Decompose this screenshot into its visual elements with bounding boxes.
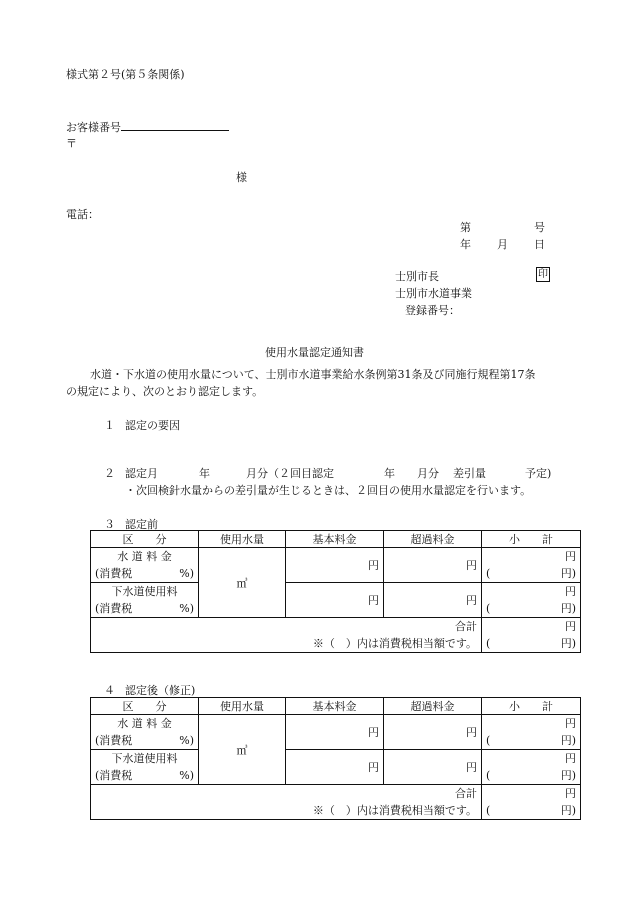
item4-number: ４ xyxy=(104,684,115,697)
paren-open: ( xyxy=(486,734,491,747)
sewer-subtotal-cell[interactable] xyxy=(482,583,581,618)
yen-close: 円) xyxy=(560,769,576,782)
yen-unit: 円 xyxy=(466,594,477,607)
item2-note: ・次回検針水量からの差引量が生じるときは、２回目の使用水量認定を行います。 xyxy=(125,484,532,497)
tax-pct: %) xyxy=(179,734,194,747)
yen-close: 円) xyxy=(560,637,576,650)
date-year: 年 xyxy=(460,238,471,251)
tax-rate xyxy=(95,767,194,784)
document-title: 使用水量認定通知書 xyxy=(265,346,364,359)
total-label: 合計 xyxy=(455,620,477,633)
date-day: 日 xyxy=(534,238,545,251)
yen-unit: 円 xyxy=(565,787,576,800)
total-label: 合計 xyxy=(455,787,477,800)
item1-number: １ xyxy=(104,419,115,432)
item2-diff: 差引量 xyxy=(453,467,486,480)
honorific: 様 xyxy=(236,171,247,184)
seal-icon: 印 xyxy=(538,269,548,280)
water-basic-fee-cell[interactable] xyxy=(286,715,384,750)
yen-close: 円) xyxy=(560,602,576,615)
paren-open: ( xyxy=(486,769,491,782)
seal-mark xyxy=(536,267,550,282)
water-basic-fee-cell[interactable] xyxy=(286,548,384,583)
item2-year: 年 xyxy=(199,467,210,480)
cubic-meter-unit: ㎥ xyxy=(236,743,248,757)
header-usage: 使用水量 xyxy=(199,531,286,548)
yen-unit: 円 xyxy=(565,550,576,563)
tax-amount xyxy=(486,732,576,749)
header-subtotal: 小 計 xyxy=(482,698,581,715)
item2-label: 認定月 xyxy=(125,467,158,480)
fee-table-before xyxy=(90,530,581,653)
tax-amount xyxy=(486,802,576,819)
tax-label: (消費税 xyxy=(95,567,133,580)
body-text-line2: の規定により、次のとおり認定します。 xyxy=(66,385,264,398)
water-fee-row-label xyxy=(91,548,199,583)
issuer-mayor: 士別市長 xyxy=(395,270,439,283)
water-fee-row-label xyxy=(91,715,199,750)
total-row-label xyxy=(91,785,482,820)
yen-unit: 円 xyxy=(565,620,576,633)
item2-plan: 予定) xyxy=(525,467,552,480)
yen-unit: 円 xyxy=(466,761,477,774)
fee-table-after xyxy=(90,697,581,820)
yen-close: 円) xyxy=(560,734,576,747)
yen-unit: 円 xyxy=(466,726,477,739)
tax-rate xyxy=(95,565,194,582)
issuer-business: 士別市水道事業 xyxy=(395,287,472,300)
yen-unit: 円 xyxy=(565,585,576,598)
tax-rate xyxy=(95,732,194,749)
total-row-label xyxy=(91,618,482,653)
total-cell[interactable] xyxy=(482,785,581,820)
header-subtotal: 小 計 xyxy=(482,531,581,548)
doc-no-dai: 第 xyxy=(460,221,471,234)
tax-pct: %) xyxy=(179,769,194,782)
water-excess-fee-cell[interactable] xyxy=(384,548,482,583)
paren-open: ( xyxy=(486,567,491,580)
item2-month2: 月分 xyxy=(417,467,439,480)
sewer-fee-row-label xyxy=(91,583,199,618)
header-usage: 使用水量 xyxy=(199,698,286,715)
water-subtotal-cell[interactable] xyxy=(482,548,581,583)
tax-amount xyxy=(486,767,576,784)
header-excess-fee: 超過料金 xyxy=(384,531,482,548)
date-month: 月 xyxy=(497,238,508,251)
water-fee-label: 水 道 料 金 xyxy=(117,550,172,563)
tax-rate xyxy=(95,600,194,617)
tax-pct: %) xyxy=(179,602,194,615)
registration-number: 登録番号： xyxy=(405,304,460,317)
sewer-basic-fee-cell[interactable] xyxy=(286,583,384,618)
header-excess-fee: 超過料金 xyxy=(384,698,482,715)
sewer-excess-fee-cell[interactable] xyxy=(384,750,482,785)
item4-label: 認定後（修正) xyxy=(125,684,196,697)
customer-number-field[interactable] xyxy=(121,119,229,131)
sewer-excess-fee-cell[interactable] xyxy=(384,583,482,618)
total-cell[interactable] xyxy=(482,618,581,653)
item2-month-part: 月分（２回目認定 xyxy=(246,467,334,480)
body-text-line1: 水道・下水道の使用水量について、士別市水道事業給水条例第31条及び同施行規程第17条 xyxy=(90,368,536,381)
tax-pct: %) xyxy=(179,567,194,580)
item1-label: 認定の要因 xyxy=(125,419,180,432)
sewer-fee-label: 下水道使用料 xyxy=(111,752,178,765)
paren-open: ( xyxy=(486,637,491,650)
water-fee-label: 水 道 料 金 xyxy=(117,717,172,730)
form-number: 様式第２号(第５条関係) xyxy=(66,68,185,81)
yen-unit: 円 xyxy=(368,761,379,774)
tax-amount xyxy=(486,635,576,652)
usage-volume-cell[interactable] xyxy=(199,715,286,785)
tax-amount xyxy=(486,600,576,617)
item3-number: ３ xyxy=(104,518,115,531)
sewer-basic-fee-cell[interactable] xyxy=(286,750,384,785)
yen-unit: 円 xyxy=(565,717,576,730)
header-basic-fee: 基本料金 xyxy=(286,698,384,715)
sewer-fee-row-label xyxy=(91,750,199,785)
cubic-meter-unit: ㎥ xyxy=(236,576,248,590)
yen-unit: 円 xyxy=(466,559,477,572)
yen-unit: 円 xyxy=(368,726,379,739)
yen-unit: 円 xyxy=(368,594,379,607)
water-excess-fee-cell[interactable] xyxy=(384,715,482,750)
yen-unit: 円 xyxy=(565,752,576,765)
yen-unit: 円 xyxy=(368,559,379,572)
customer-number-label: お客様番号 xyxy=(66,121,121,134)
item2-number: ２ xyxy=(104,467,115,480)
sewer-fee-label: 下水道使用料 xyxy=(111,585,178,598)
customer-number xyxy=(66,119,229,135)
postal-mark: 〒 xyxy=(66,137,77,150)
tax-label: (消費税 xyxy=(95,769,133,782)
yen-close: 円) xyxy=(560,804,576,817)
paren-open: ( xyxy=(486,804,491,817)
usage-volume-cell[interactable] xyxy=(199,548,286,618)
water-subtotal-cell[interactable] xyxy=(482,715,581,750)
tax-note: ※（ ）内は消費税相当額です。 xyxy=(312,804,477,817)
telephone-label: 電話： xyxy=(66,208,99,221)
tax-label: (消費税 xyxy=(95,602,133,615)
tax-note: ※（ ）内は消費税相当額です。 xyxy=(312,637,477,650)
tax-label: (消費税 xyxy=(95,734,133,747)
paren-open: ( xyxy=(486,602,491,615)
header-category: 区 分 xyxy=(91,698,199,715)
doc-no-go: 号 xyxy=(534,221,545,234)
item3-label: 認定前 xyxy=(125,518,158,531)
item2-year2: 年 xyxy=(384,467,395,480)
yen-close: 円) xyxy=(560,567,576,580)
tax-amount xyxy=(486,565,576,582)
header-basic-fee: 基本料金 xyxy=(286,531,384,548)
header-category: 区 分 xyxy=(91,531,199,548)
sewer-subtotal-cell[interactable] xyxy=(482,750,581,785)
